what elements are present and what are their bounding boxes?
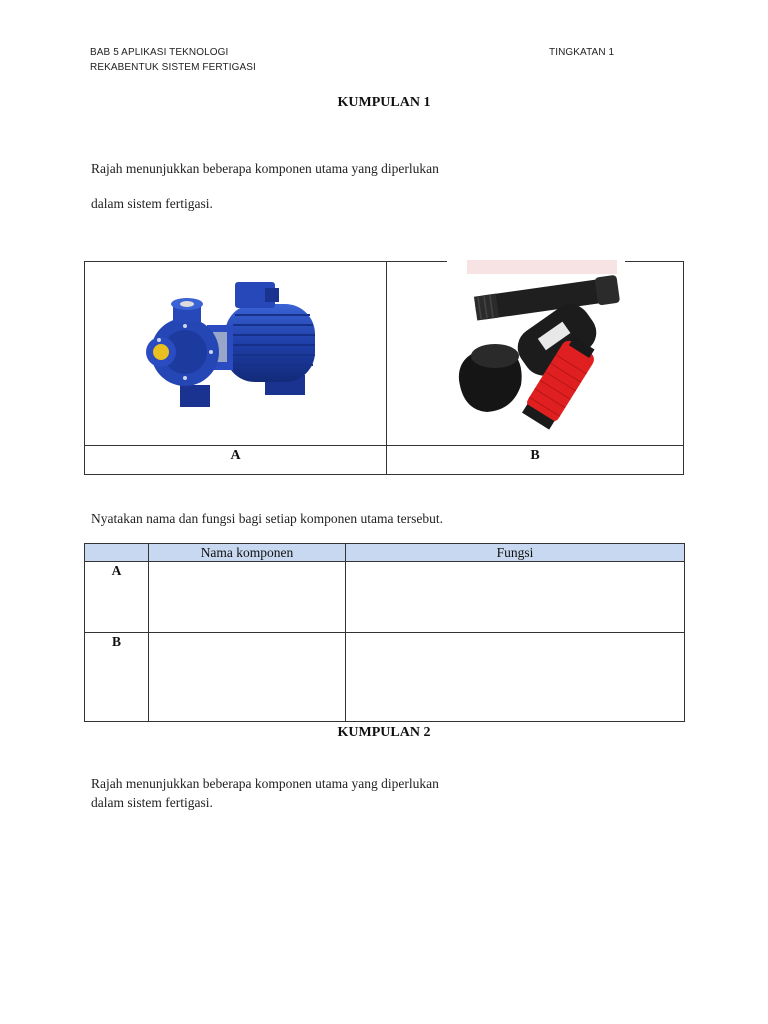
component-figure-table <box>84 261 684 475</box>
answer-name-a[interactable] <box>149 562 346 633</box>
figure-divider-vertical <box>386 262 387 474</box>
form-heading: TINGKATAN 1 <box>549 47 615 58</box>
header-label-col <box>85 544 149 562</box>
figure-label-a: A <box>230 448 241 463</box>
answer-table <box>84 543 685 722</box>
group2-intro-line1: Rajah menunjukkan beberapa komponen utama yang diperlukan <box>91 776 439 791</box>
table-row <box>85 562 685 633</box>
row-label-b: B <box>85 633 149 722</box>
group2-intro-line2: dalam sistem fertigasi. <box>91 795 213 810</box>
chapter-heading: BAB 5 APLIKASI TEKNOLOGI <box>90 47 229 58</box>
group1-question: Nyatakan nama dan fungsi bagi setiap komponen utama tersebut. <box>91 511 444 526</box>
topic-heading: REKABENTUK SISTEM FERTIGASI <box>90 62 256 73</box>
group1-intro-line1: Rajah menunjukkan beberapa komponen utama yang diperlukan <box>91 161 439 176</box>
table-row <box>85 633 685 722</box>
group1-intro-line2: dalam sistem fertigasi. <box>91 196 213 211</box>
header-function-col: Fungsi <box>346 544 685 562</box>
header-name-col: Nama komponen <box>149 544 346 562</box>
group1-title: KUMPULAN 1 <box>337 95 431 110</box>
answer-name-b[interactable] <box>149 633 346 722</box>
figure-label-b: B <box>530 448 540 463</box>
group2-title: KUMPULAN 2 <box>337 725 431 740</box>
row-label-a: A <box>85 562 149 633</box>
water-pump-image <box>125 270 340 438</box>
answer-function-a[interactable] <box>346 562 685 633</box>
answer-function-b[interactable] <box>346 633 685 722</box>
figure-divider-horizontal <box>85 445 683 446</box>
disc-filter-image <box>447 260 625 443</box>
answer-table-header-row <box>85 544 685 562</box>
